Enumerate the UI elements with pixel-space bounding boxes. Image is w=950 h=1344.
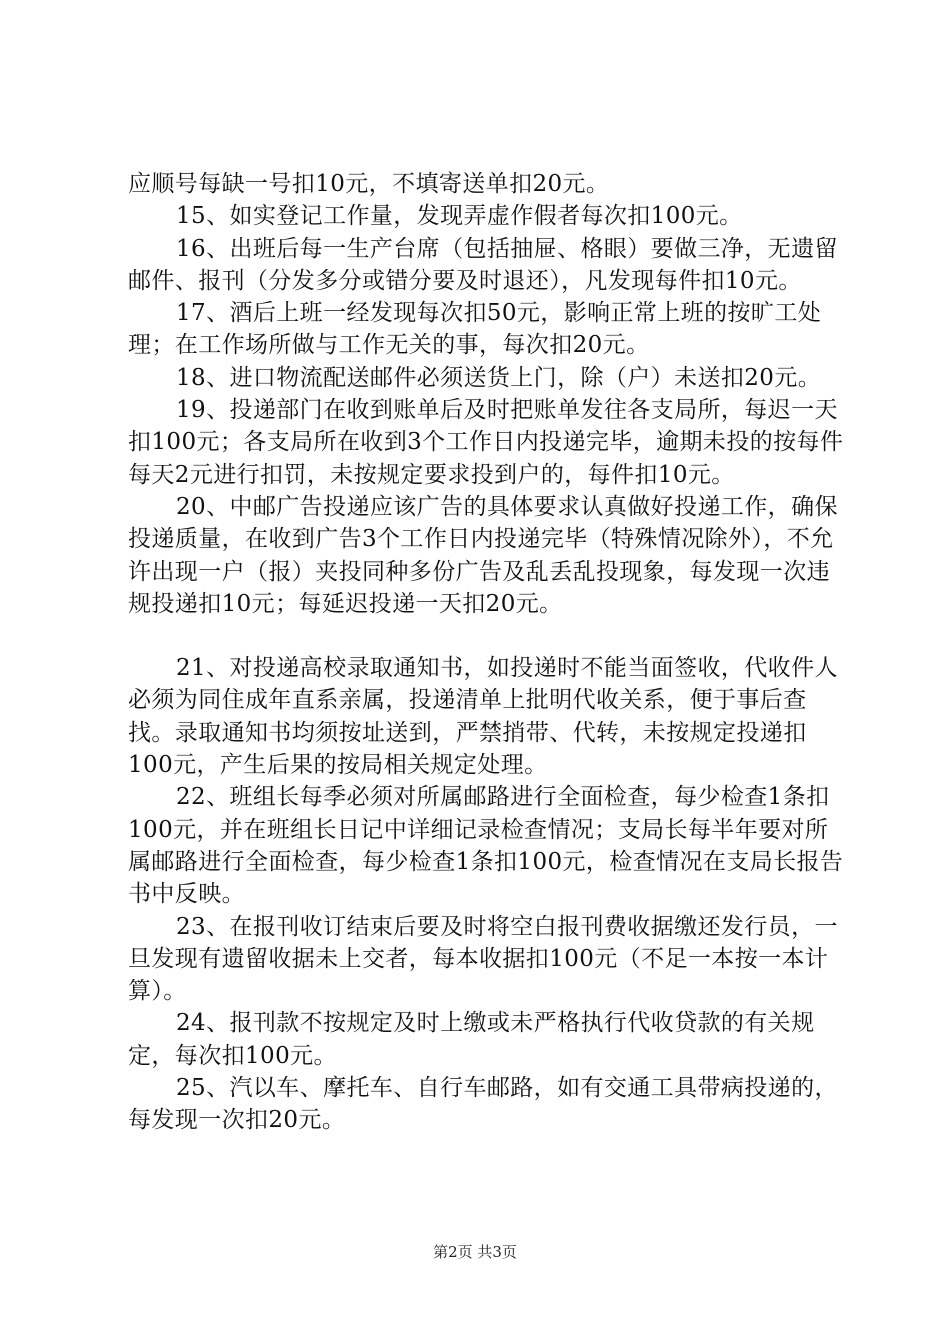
paragraph-item-15: 15、如实登记工作量，发现弄虚作假者每次扣100元。 (176, 203, 743, 230)
paragraph-item-19: 19、投递部门在收到账单后及时把账单发往各支局所，每迟一天扣100元；各支局所在收到3个工作日内投递完毕，逾期未投的按每件每天2元进行扣罚，未按规定要求投到户的，每件扣10元。 (128, 397, 844, 488)
paragraph-item-22: 22、班组长每季必须对所属邮路进行全面检查，每少检查1条扣100元，并在班组长日记中详细记录检查情况；支局长每半年要对所属邮路进行全面检查，每少检查1条扣100元，检查情况在支局长报告书中反映。 (128, 784, 844, 908)
paragraph-item-21: 21、对投递高校录取通知书，如投递时不能当面签收，代收件人必须为同住成年直系亲属，投递清单上批明代收关系，便于事后查找。录取通知书均须按址送到，严禁捎带、代转，未按规定投递扣100元，产生后果的按局相关规定处理。 (128, 655, 838, 779)
paragraph-continuation: 应顺号每缺一号扣10元，不填寄送单扣20元。 (128, 171, 610, 197)
page-number-footer: 第2页 共3页 (433, 1243, 517, 1261)
paragraph-item-20: 20、中邮广告投递应该广告的具体要求认真做好投递工作，确保投递质量，在收到广告3个工作日内投递完毕（特殊情况除外），不允许出现一户（报）夹投同种多份广告及乱丢乱投现象，每发现一次违规投递扣10元；每延迟投递一天扣20元。 (128, 493, 838, 617)
paragraph-item-18: 18、进口物流配送邮件必须送货上门，除（户）未送扣20元。 (176, 364, 822, 391)
document-body (128, 168, 848, 1137)
paragraph-item-17: 17、酒后上班一经发现每次扣50元，影响正常上班的按旷工处理；在工作场所做与工作无关的事，每次扣20元。 (128, 300, 822, 359)
paragraph-item-16: 16、出班后每一生产台席（包括抽屉、格眼）要做三净，无遗留邮件、报刊（分发多分或错分要及时退还），凡发现每件扣10元。 (128, 235, 838, 294)
paragraph-item-24: 24、报刊款不按规定及时上缴或未严格执行代收贷款的有关规定，每次扣100元。 (128, 1010, 815, 1069)
paragraph-item-23: 23、在报刊收订结束后要及时将空白报刊费收据缴还发行员，一旦发现有遗留收据未上交者，每本收据扣100元（不足一本按一本计算）。 (128, 913, 838, 1005)
paragraph-item-25: 25、汽以车、摩托车、自行车邮路，如有交通工具带病投递的，每发现一次扣20元。 (128, 1075, 838, 1134)
